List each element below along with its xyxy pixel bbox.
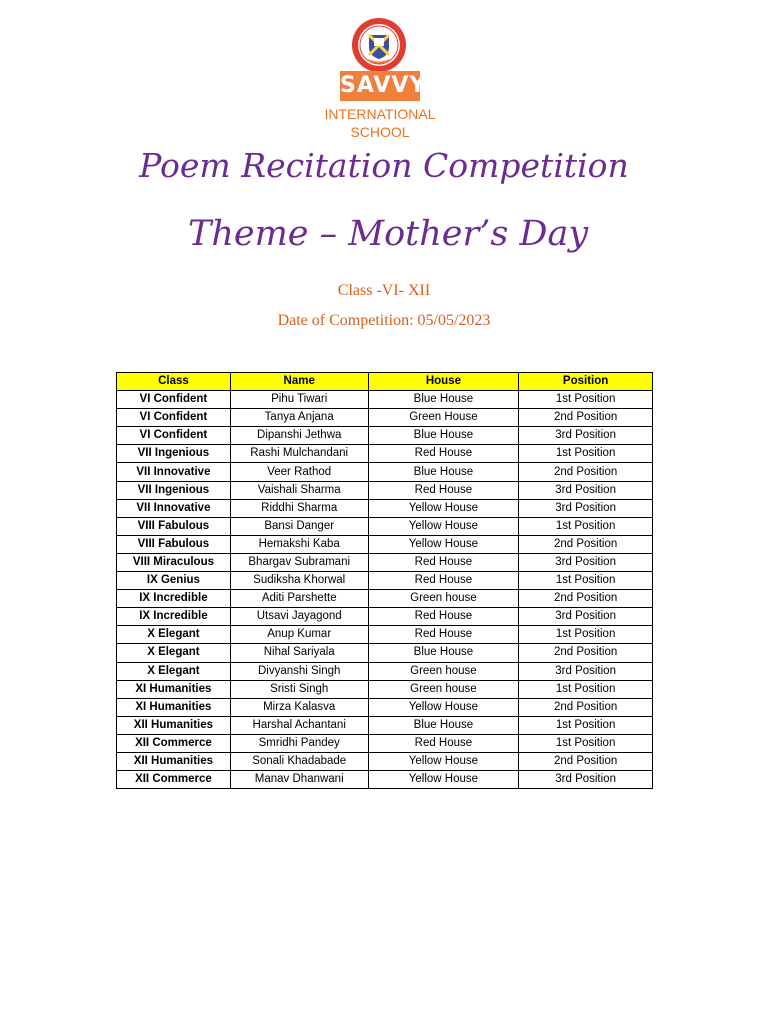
cell-position: 2nd Position [519,463,653,481]
cell-name: Sristi Singh [230,680,368,698]
cell-house: Blue House [368,463,519,481]
cell-position: 2nd Position [519,590,653,608]
cell-position: 1st Position [519,680,653,698]
event-classes: Class -VI- XII [337,282,431,299]
cell-position: 1st Position [519,391,653,409]
cell-class: XII Humanities [117,716,231,734]
cell-position: 1st Position [519,734,653,752]
cell-house: Blue House [368,644,519,662]
cell-class: VII Ingenious [117,481,231,499]
cell-class: X Elegant [117,626,231,644]
cell-house: Red House [368,608,519,626]
table-row [117,535,653,553]
table-row [117,698,653,716]
table-row [117,445,653,463]
cell-position: 1st Position [519,626,653,644]
event-title: Poem Recitation Competition [139,146,629,185]
cell-class: IX Genius [117,572,231,590]
cell-house: Blue House [368,427,519,445]
cell-position: 2nd Position [519,698,653,716]
cell-class: XII Commerce [117,734,231,752]
cell-name: Manav Dhanwani [230,771,368,789]
cell-class: VI Confident [117,391,231,409]
cell-house: Yellow House [368,535,519,553]
cell-house: Green house [368,680,519,698]
table-row [117,463,653,481]
table-row [117,771,653,789]
school-brand-name: SAVVY [340,71,420,101]
table-row [117,626,653,644]
cell-house: Green house [368,662,519,680]
cell-house: Red House [368,734,519,752]
cell-position: 2nd Position [519,644,653,662]
cell-class: VII Innovative [117,463,231,481]
cell-name: Mirza Kalasva [230,698,368,716]
results-table [116,372,653,789]
cell-name: Sonali Khadabade [230,752,368,770]
cell-class: VII Innovative [117,499,231,517]
cell-position: 1st Position [519,572,653,590]
cell-name: Rashi Mulchandani [230,445,368,463]
header-position: Position [519,373,653,391]
table-row [117,409,653,427]
cell-house: Blue House [368,391,519,409]
table-row [117,427,653,445]
cell-name: Smridhi Pandey [230,734,368,752]
cell-house: Red House [368,572,519,590]
cell-house: Green house [368,590,519,608]
cell-house: Green House [368,409,519,427]
table-row [117,680,653,698]
cell-name: Vaishali Sharma [230,481,368,499]
cell-name: Sudiksha Khorwal [230,572,368,590]
cell-class: X Elegant [117,662,231,680]
school-crest-icon [350,16,408,74]
cell-class: IX Incredible [117,590,231,608]
table-row [117,517,653,535]
cell-position: 3rd Position [519,499,653,517]
cell-class: VI Confident [117,409,231,427]
table-row [117,481,653,499]
cell-house: Red House [368,481,519,499]
cell-class: XII Commerce [117,771,231,789]
cell-name: Aditi Parshette [230,590,368,608]
results-body [117,391,653,789]
cell-class: VIII Fabulous [117,535,231,553]
cell-position: 2nd Position [519,535,653,553]
school-logo [298,16,462,140]
table-row [117,734,653,752]
cell-name: Divyanshi Singh [230,662,368,680]
cell-class: XII Humanities [117,752,231,770]
cell-name: Dipanshi Jethwa [230,427,368,445]
cell-house: Yellow House [368,517,519,535]
cell-position: 3rd Position [519,427,653,445]
cell-house: Yellow House [368,752,519,770]
cell-house: Red House [368,626,519,644]
cell-position: 3rd Position [519,553,653,571]
table-row [117,499,653,517]
cell-name: Bansi Danger [230,517,368,535]
event-theme: Theme – Mother’s Day [188,214,589,254]
cell-position: 3rd Position [519,771,653,789]
cell-position: 3rd Position [519,481,653,499]
cell-position: 1st Position [519,716,653,734]
cell-position: 1st Position [519,517,653,535]
cell-class: XI Humanities [117,698,231,716]
cell-name: Utsavi Jayagond [230,608,368,626]
table-row [117,590,653,608]
table-row [117,608,653,626]
cell-name: Nihal Sariyala [230,644,368,662]
cell-house: Blue House [368,716,519,734]
table-header-row [117,373,653,391]
cell-class: IX Incredible [117,608,231,626]
cell-name: Hemakshi Kaba [230,535,368,553]
cell-house: Yellow House [368,499,519,517]
cell-class: VIII Miraculous [117,553,231,571]
cell-class: VIII Fabulous [117,517,231,535]
table-row [117,644,653,662]
table-row [117,553,653,571]
cell-name: Veer Rathod [230,463,368,481]
cell-class: VI Confident [117,427,231,445]
competition-date: Date of Competition: 05/05/2023 [277,312,491,329]
header-class: Class [117,373,231,391]
table-row [117,391,653,409]
cell-class: VII Ingenious [117,445,231,463]
cell-name: Riddhi Sharma [230,499,368,517]
cell-position: 2nd Position [519,752,653,770]
cell-house: Red House [368,553,519,571]
header-house: House [368,373,519,391]
cell-position: 1st Position [519,445,653,463]
table-row [117,716,653,734]
cell-name: Pihu Tiwari [230,391,368,409]
cell-house: Red House [368,445,519,463]
cell-class: XI Humanities [117,680,231,698]
cell-name: Harshal Achantani [230,716,368,734]
table-row [117,572,653,590]
cell-position: 2nd Position [519,409,653,427]
table-row [117,662,653,680]
cell-name: Anup Kumar [230,626,368,644]
cell-position: 3rd Position [519,662,653,680]
school-name: INTERNATIONAL SCHOOL [324,106,436,140]
cell-name: Bhargav Subramani [230,553,368,571]
cell-position: 3rd Position [519,608,653,626]
cell-class: X Elegant [117,644,231,662]
cell-house: Yellow House [368,771,519,789]
header-name: Name [230,373,368,391]
table-row [117,752,653,770]
cell-name: Tanya Anjana [230,409,368,427]
cell-house: Yellow House [368,698,519,716]
